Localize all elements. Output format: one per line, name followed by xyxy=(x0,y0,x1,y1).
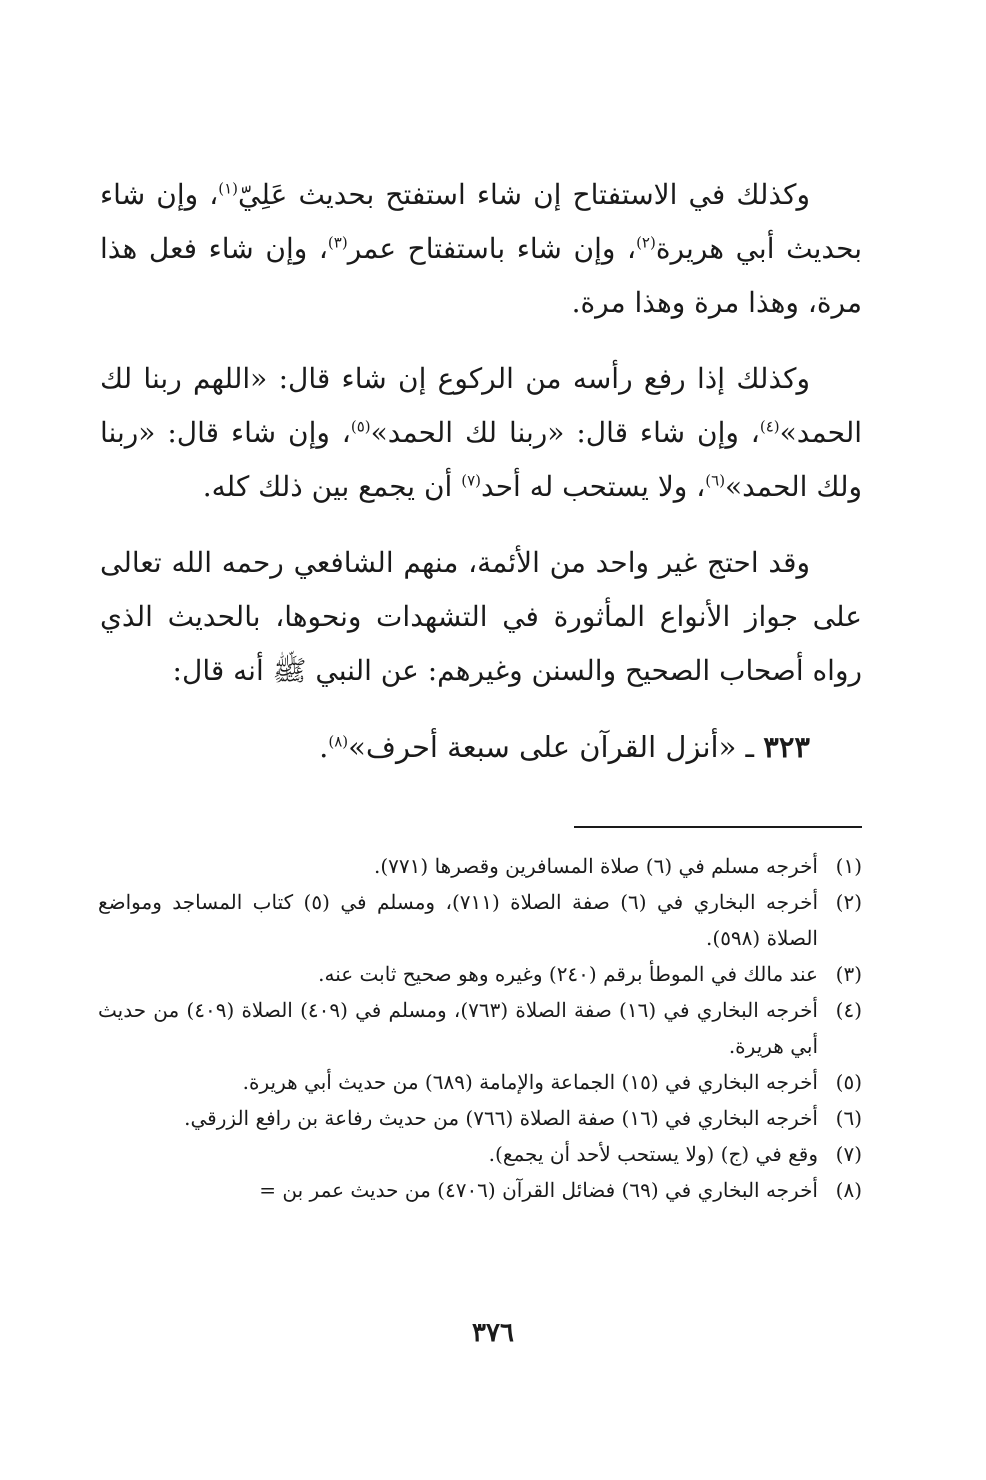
footnote-3 xyxy=(98,956,862,992)
hadith-line xyxy=(100,720,862,774)
footnote-ref[interactable]: (٥) xyxy=(350,417,371,436)
footnote-divider xyxy=(574,826,862,828)
footnote-number: (٥) xyxy=(835,1070,862,1094)
footnote-number: (٦) xyxy=(835,1106,862,1130)
footnote-ref[interactable]: (٧) xyxy=(461,471,482,490)
footnote-ref[interactable]: (٨) xyxy=(328,732,349,751)
footnote-number: (٨) xyxy=(835,1178,862,1202)
text-segment: ، وإن شاء قال: «ربنا ولك الحمد» xyxy=(100,416,862,503)
paragraph-ruku xyxy=(100,352,862,514)
footnote-text: عند مالك في الموطأ برقم (٢٤٠) وغيره وهو صحيح ثابت عنه. xyxy=(318,962,818,986)
footnote-text: أخرجه البخاري في (١٥) الجماعة والإمامة (٦٨٩) من حديث أبي هريرة. xyxy=(242,1070,818,1094)
footnote-text: أخرجه البخاري في (٦٩) فضائل القرآن (٤٧٠٦) من حديث عمر بن = xyxy=(259,1178,818,1202)
text-segment: ، ولا يستحب له أحد xyxy=(481,470,706,503)
text-segment: ، وإن شاء قال: «ربنا لك الحمد» xyxy=(370,416,760,449)
text-segment: ، وإن شاء باستفتاح عمر xyxy=(347,232,637,265)
paragraph-opening xyxy=(100,168,862,330)
footnote-text: وقع في (ج) (ولا يستحب لأحد أن يجمع). xyxy=(488,1142,818,1166)
footnote-1 xyxy=(98,848,862,884)
page-number: ٣٧٦ xyxy=(472,1318,514,1348)
footnote-2 xyxy=(98,884,862,956)
footnotes xyxy=(98,848,862,1208)
footnote-ref[interactable]: (٦) xyxy=(705,471,726,490)
hadith-text: ـ «أنزل القرآن على سبعة أحرف» xyxy=(348,730,764,764)
hadith-number: ٣٢٣ xyxy=(763,730,810,764)
footnote-text: أخرجه البخاري في (٦) صفة الصلاة (٧١١)، ومسلم في (٥) كتاب المساجد ومواضع الصلاة (٥٩٨). xyxy=(98,890,819,950)
footnote-4 xyxy=(98,992,862,1064)
text-segment: وكذلك في الاستفتاح إن شاء استفتح بحديث عَلِيّ xyxy=(238,178,811,211)
footnote-text: أخرجه البخاري في (١٦) صفة الصلاة (٧٦٦) من حديث رفاعة بن رافع الزرقي. xyxy=(184,1106,818,1130)
footnote-ref[interactable]: (١) xyxy=(218,179,239,198)
footnote-8 xyxy=(98,1172,862,1208)
text-segment: وكذلك إذا رفع رأسه من الركوع إن شاء قال: «اللهم ربنا لك الحمد» xyxy=(100,362,863,449)
main-text xyxy=(100,168,862,774)
footnote-5 xyxy=(98,1064,862,1100)
footnote-number: (٤) xyxy=(835,998,862,1022)
footnote-number: (٣) xyxy=(835,962,862,986)
hadith-end: . xyxy=(319,730,329,764)
footnote-7 xyxy=(98,1136,862,1172)
paragraph-imams: وقد احتج غير واحد من الأئمة، منهم الشافعي رحمه الله تعالى على جواز الأنواع المأثورة في التشهدات ونحوها، بالحديث الذي رواه أصحاب الصحيح والسنن وغيرهم: عن النبي ﷺ أنه قال: xyxy=(100,546,862,687)
text-segment: ، وإن شاء فعل هذا مرة، وهذا مرة وهذا مرة. xyxy=(100,232,862,319)
footnote-ref[interactable]: (٤) xyxy=(759,417,780,436)
text-segment: أن يجمع بين ذلك كله. xyxy=(202,470,462,503)
footnote-text: أخرجه مسلم في (٦) صلاة المسافرين وقصرها (٧٧١). xyxy=(374,854,818,878)
footnote-number: (١) xyxy=(835,854,862,878)
text-segment: ، وإن شاء بحديث أبي هريرة xyxy=(100,178,862,265)
footnote-ref[interactable]: (٢) xyxy=(636,233,656,252)
footnote-text: أخرجه البخاري في (١٦) صفة الصلاة (٧٦٣)، ومسلم في (٤٠٩) الصلاة (٤٠٩) من حديث أبي هريرة. xyxy=(98,998,818,1058)
footnote-6 xyxy=(98,1100,862,1136)
footnote-number: (٧) xyxy=(835,1142,862,1166)
footnote-ref[interactable]: (٣) xyxy=(327,233,348,252)
footnote-number: (٢) xyxy=(835,890,862,914)
